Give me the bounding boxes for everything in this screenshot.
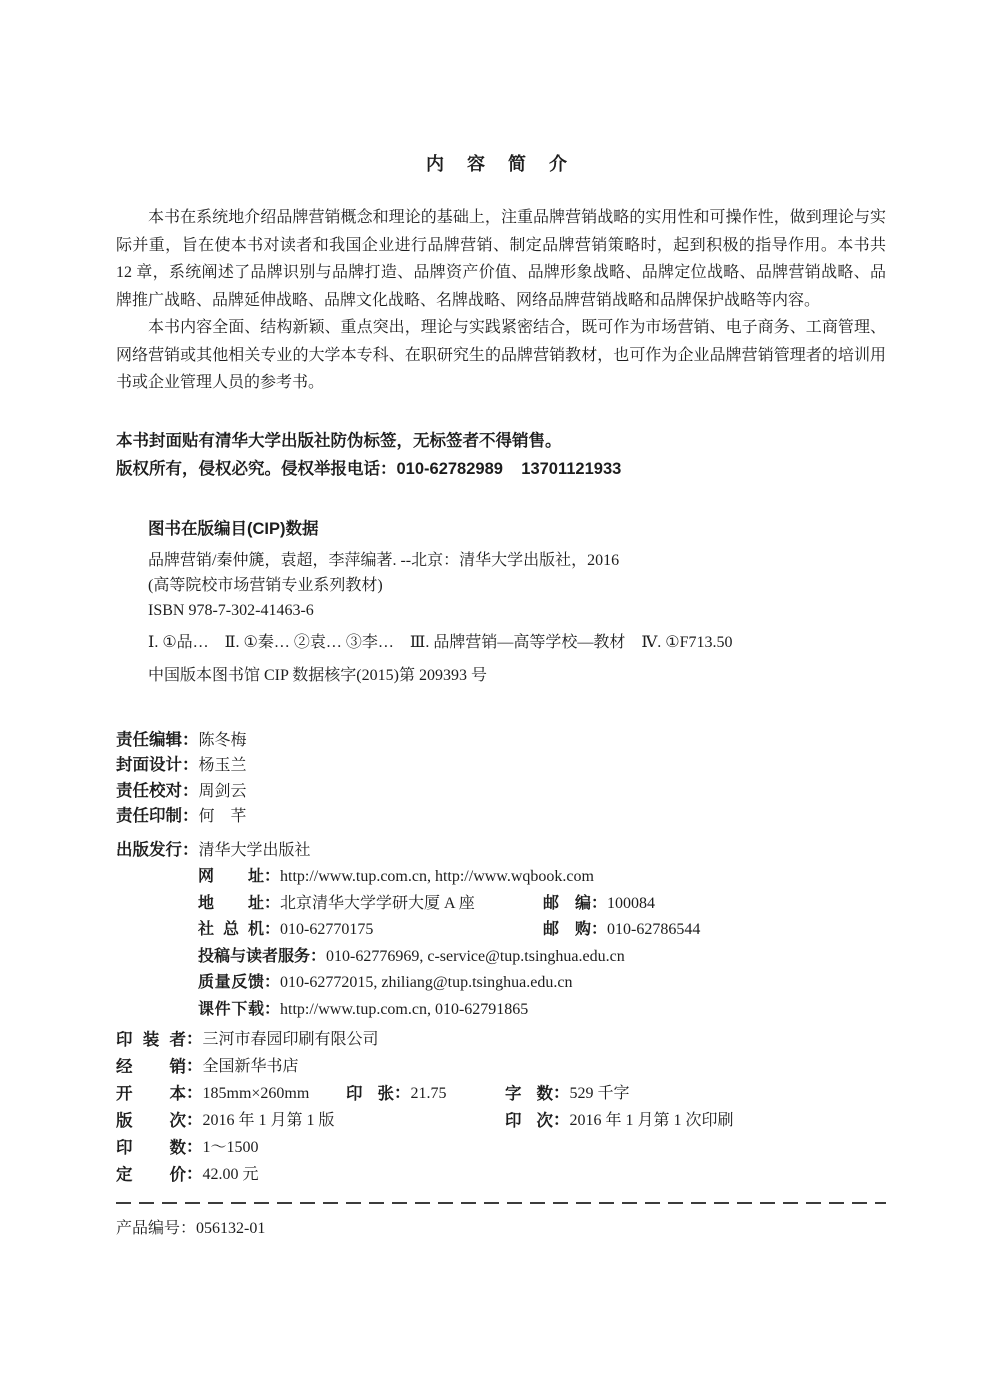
colon: ： <box>182 730 199 749</box>
colon: ： <box>186 1164 203 1183</box>
colon: ： <box>186 1083 203 1102</box>
colon: ： <box>186 1110 203 1129</box>
product-code-label: 产品编号 <box>116 1219 181 1237</box>
anti-counterfeit-line: 本书封面贴有清华大学出版社防伪标签，无标签者不得销售。 <box>116 431 562 450</box>
credit-value: 周剑云 <box>198 782 247 800</box>
publisher-label: 出版发行 <box>116 840 182 859</box>
intro-paragraph-2: 本书内容全面、结构新颖、重点突出，理论与实践紧密结合，既可作为市场营销、电子商务、工商管理、网络营销或其他相关专业的大学本专科、在职研究生的品牌营销教材，也可作为企业品牌营销管理者的培训用书或企业管理人员的参考书。 <box>116 319 886 391</box>
colophon-label: 经销 <box>116 1057 186 1076</box>
word-count-col <box>505 1080 630 1107</box>
cip-record: 品牌营销/秦仲篪，袁超，李萍编著. --北京：清华大学出版社，2016 <box>148 551 620 569</box>
distributor-row <box>116 1053 886 1080</box>
pub-value: 100084 <box>607 894 656 912</box>
publisher-value: 清华大学出版社 <box>198 841 311 859</box>
pub-label: 社总机 <box>198 921 264 939</box>
colophon-value: 2016 年 1 月第 1 次印刷 <box>569 1111 734 1129</box>
credit-label: 封面设计 <box>116 756 182 774</box>
colophon-value: 全国新华书店 <box>202 1057 299 1075</box>
credits-list <box>116 728 886 830</box>
colon: ： <box>553 1110 570 1129</box>
colon: ： <box>264 1001 281 1019</box>
colon: ： <box>591 894 608 912</box>
credit-value: 杨玉兰 <box>198 757 247 774</box>
content-introduction <box>116 204 886 397</box>
credit-value: 陈冬梅 <box>198 731 247 749</box>
publisher-row <box>116 837 886 865</box>
colophon-value: 21.75 <box>410 1084 447 1102</box>
colon: ： <box>186 1137 203 1156</box>
publisher-section <box>116 837 886 1024</box>
pub-value: http://www.tup.com.cn, http://www.wqbook.com <box>280 868 594 886</box>
colon: ： <box>264 921 281 939</box>
pub-row-address <box>198 891 886 918</box>
pub-value: 010-62770175 <box>280 921 374 939</box>
colon: ： <box>186 1056 203 1075</box>
edition-row <box>116 1107 886 1134</box>
pub-row-postcode <box>543 891 655 918</box>
colophon-label: 版次 <box>116 1111 186 1130</box>
credit-label: 责任印制 <box>116 807 182 825</box>
colon: ： <box>394 1083 411 1102</box>
pub-label: 课件下载 <box>198 1001 264 1019</box>
impression-col <box>505 1107 734 1134</box>
colon: ： <box>310 947 327 965</box>
credit-label: 责任校对 <box>116 781 182 800</box>
section-title: 内 容 简 介 <box>425 154 576 174</box>
print-run-row <box>116 1134 886 1161</box>
colophon-value: 529 千字 <box>569 1084 630 1102</box>
colophon-label: 印装者 <box>116 1030 186 1049</box>
pub-value: http://www.tup.com.cn, 010-62791865 <box>280 1001 529 1019</box>
pub-value: 010-62772015, zhiliang@tup.tsinghua.edu.cn <box>280 974 573 992</box>
cip-registry-number: 中国版本图书馆 CIP 数据核字(2015)第 209393 号 <box>148 666 487 684</box>
colophon-value: 185mm×260mm <box>202 1084 310 1102</box>
credit-row-editor <box>116 728 886 754</box>
pub-row-mail-order <box>543 917 700 944</box>
pub-value: 010-62776969, c-service@tup.tsinghua.edu.cn <box>326 947 625 965</box>
pub-value: 010-62786544 <box>607 921 701 939</box>
anti-piracy-notice <box>116 427 886 483</box>
colophon-label: 印数 <box>116 1138 186 1157</box>
colon: ： <box>182 807 199 825</box>
printer-row <box>116 1026 886 1053</box>
pub-label: 地址 <box>198 894 264 912</box>
pub-label: 质量反馈 <box>198 974 264 992</box>
pub-row-switchboard <box>198 917 886 944</box>
pub-label: 邮购 <box>543 921 591 939</box>
copyright-hotline-line: 版权所有，侵权必究。侵权举报电话：010-62782989 13701121933 <box>116 459 622 478</box>
pub-row-quality-feedback <box>198 970 886 997</box>
price-row <box>116 1161 886 1188</box>
colon: ： <box>182 756 199 774</box>
dashed-divider <box>116 1202 886 1204</box>
colon: ： <box>186 1029 203 1048</box>
printed-sheets-col <box>346 1080 447 1107</box>
colophon-label: 开本 <box>116 1084 186 1103</box>
colophon-label: 字数 <box>505 1084 553 1103</box>
cip-section <box>148 515 886 688</box>
pub-label: 投稿与读者服务 <box>198 947 311 965</box>
page-content <box>116 150 886 1242</box>
colophon-label: 印张 <box>346 1084 394 1103</box>
pub-row-courseware-download <box>198 997 886 1024</box>
colon: ： <box>264 868 281 886</box>
cip-series: (高等院校市场营销专业系列教材) <box>148 576 383 594</box>
format-row <box>116 1080 886 1107</box>
pub-row-website <box>198 864 886 891</box>
product-code-row <box>116 1216 886 1242</box>
cip-heading: 图书在版编目(CIP)数据 <box>148 519 319 538</box>
pub-label: 网址 <box>198 868 264 886</box>
credit-row-cover-design <box>116 753 886 779</box>
colophon-value: 42.00 元 <box>202 1165 259 1183</box>
colon: ： <box>180 1219 197 1237</box>
pub-row-reader-service <box>198 944 886 971</box>
intro-paragraph-1: 本书在系统地介绍品牌营销概念和理论的基础上，注重品牌营销战略的实用性和可操作性，做到理论与实际并重，旨在使本书对读者和我国企业进行品牌营销、制定品牌营销策略时，起到积极的指导作用。本书共 12 章，系统阐述了品牌识别与品牌打造、品牌资产价值、品牌形象战略、品牌定位战略、品牌营销战略、品牌推广战略、品牌延伸战略、品牌文化战略、名牌战略、网络品牌营销战略和品牌保护战略等内容。 <box>116 209 886 309</box>
publisher-contact-block <box>198 864 886 1024</box>
credit-value: 何 芊 <box>198 808 247 825</box>
colon: ： <box>264 894 281 912</box>
colophon-value: 三河市春园印刷有限公司 <box>202 1030 379 1048</box>
colon: ： <box>264 974 281 992</box>
colophon-value: 2016 年 1 月第 1 版 <box>202 1111 335 1129</box>
product-code-value: 056132-01 <box>196 1219 266 1237</box>
credit-row-print-supervisor <box>116 804 886 830</box>
colophon-value: 1～1500 <box>202 1138 259 1156</box>
colophon-block <box>116 1026 886 1188</box>
pub-label: 邮编 <box>543 894 591 912</box>
colophon-label: 定价 <box>116 1165 186 1184</box>
colon: ： <box>182 781 199 800</box>
colon: ： <box>182 840 199 859</box>
cip-isbn: ISBN 978-7-302-41463-6 <box>148 601 314 619</box>
credit-label: 责任编辑 <box>116 730 182 749</box>
colophon-label: 印次 <box>505 1111 553 1130</box>
colon: ： <box>553 1083 570 1102</box>
credit-row-proofreader <box>116 779 886 805</box>
pub-value: 北京清华大学学研大厦 A 座 <box>280 894 475 912</box>
cip-classification: Ⅰ. ①品… Ⅱ. ①秦… ②袁… ③李… Ⅲ. 品牌营销—高等学校—教材 Ⅳ. ①F713.50 <box>148 633 733 651</box>
colon: ： <box>591 921 608 939</box>
